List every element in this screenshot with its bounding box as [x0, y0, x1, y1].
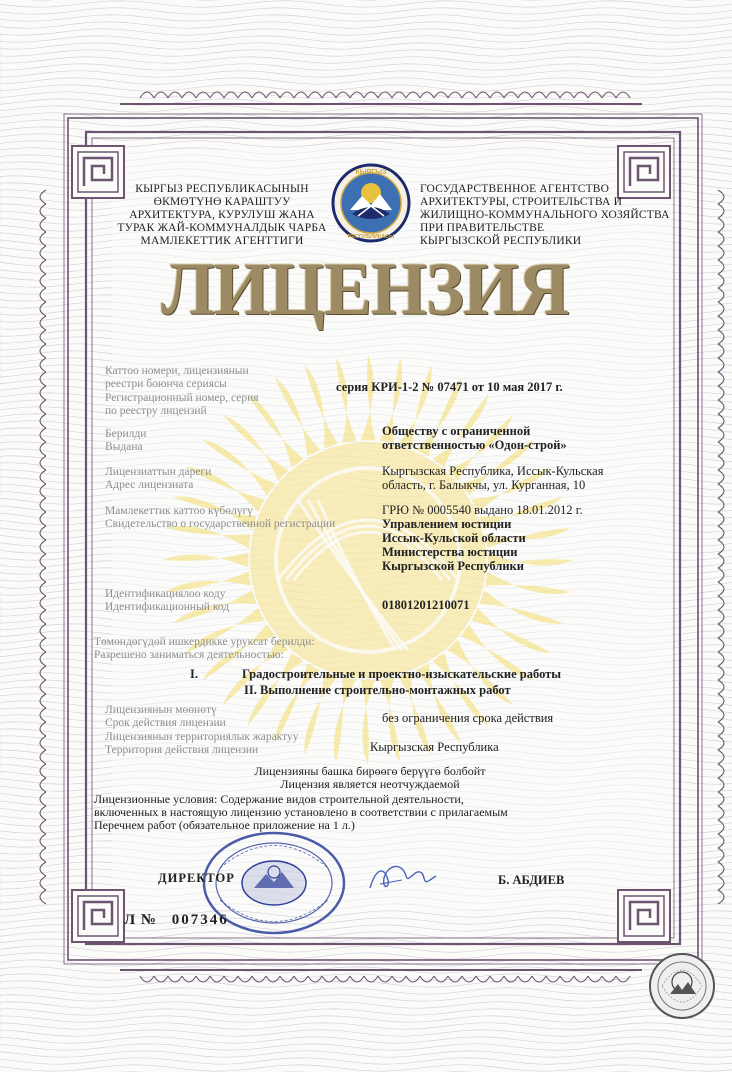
validity-label — [105, 704, 226, 729]
territory-label-kg: Лицензиянын территориялык жарактуу — [105, 731, 299, 743]
issued-to-label-kg: Берилди — [105, 428, 147, 440]
registration-line: Министерства юстиции — [382, 545, 518, 559]
address-line: Кыргызская Республика, Иссык-Кульская — [382, 464, 604, 478]
emblem-bottom-text: РЕСПУБЛИКАСЫ — [347, 234, 395, 240]
registration-line: Кыргызской Республики — [382, 559, 524, 573]
serial-prefix: Л № — [124, 912, 157, 928]
registry-label-kg: Каттоо номери, лицензиянын — [105, 365, 249, 377]
emblem-top-text: КЫРГЫЗ — [355, 169, 387, 176]
activity-label-ru: Разрешено заниматься деятельностью: — [94, 648, 284, 661]
inn-label — [105, 588, 229, 613]
header-right-line: ПРИ ПРАВИТЕЛЬСТВЕ — [420, 222, 545, 234]
activity-label-kg: Төмөндөгүдөй ишкердикке уруксат берилди: — [94, 636, 315, 648]
conditions-line: Лицензионные условия: Содержание видов строительной деятельности, — [94, 792, 464, 806]
address-label-kg: Лицензиаттын дареги — [105, 466, 212, 478]
activity-item-1: Градостроительные и проектно-изыскательские работы — [242, 667, 562, 681]
address-line: область, г. Балыкчы, ул. Курганная, 10 — [382, 478, 586, 492]
license-conditions — [94, 793, 508, 832]
address-value — [382, 464, 603, 492]
registration-value — [382, 503, 583, 573]
registry-label-ru: по реестру лицензий — [105, 404, 207, 417]
transfer-note — [200, 765, 540, 791]
activity-label — [94, 636, 315, 661]
registry-label-kg: реестри боюнча сериясы — [105, 377, 227, 390]
activity-roman: I. — [190, 667, 198, 681]
issued-to-label — [105, 428, 146, 453]
territory-label — [105, 731, 299, 756]
issued-to-line: Обществу с ограниченной — [382, 424, 531, 438]
validity-value: без ограничения срока действия — [382, 711, 554, 725]
header-right-line: КЫРГЫЗСКОЙ РЕСПУБЛИКИ — [420, 235, 582, 247]
director-signature — [362, 858, 442, 898]
document-title: ЛИЦЕНЗИЯ — [161, 246, 569, 331]
header-left-line: КЫРГЫЗ РЕСПУБЛИКАСЫНЫН — [135, 183, 309, 195]
director-title: ДИРЕКТОР — [158, 871, 235, 885]
hologram-sticker — [648, 952, 716, 1020]
registration-label-ru: Свидетельство о государственной регистрации — [105, 517, 336, 530]
validity-label-ru: Срок действия лицензии — [105, 716, 226, 729]
territory-label-ru: Территория действия лицензии — [105, 743, 259, 756]
registration-line: ГРЮ № 0005540 выдано 18.01.2012 г. — [382, 503, 583, 517]
transfer-line-ru: Лицензия является неотчуждаемой — [280, 777, 460, 791]
conditions-line: включенных в настоящую лицензию установлено в соответствии с прилагаемым — [94, 805, 508, 819]
header-right-ru — [420, 183, 685, 248]
transfer-line-kg: Лицензияны башка бирөөгө берүүгө болбойт — [254, 764, 486, 778]
state-emblem — [330, 158, 412, 248]
registry-label-ru: Регистрационный номер, серия — [105, 392, 259, 404]
header-left-line: МАМЛЕКЕТТИК АГЕНТТИГИ — [140, 235, 304, 247]
registration-line: Управлением юстиции — [382, 517, 512, 531]
header-left-line: ТУРАК ЖАЙ-КОММУНАЛДЫК ЧАРБА — [117, 222, 327, 234]
registry-label — [105, 365, 259, 417]
header-right-line: ЖИЛИЩНО-КОММУНАЛЬНОГО ХОЗЯЙСТВА — [420, 209, 670, 221]
license-serial — [124, 912, 229, 929]
validity-label-kg: Лицензиянын мөөнөтү — [105, 704, 217, 716]
issued-to-value — [382, 424, 567, 452]
address-label — [105, 466, 211, 491]
inn-label-kg: Идентификациялоо коду — [105, 588, 226, 600]
registration-label-kg: Мамлекеттик каттоо күбөлүгү — [105, 505, 253, 517]
issued-to-line: ответственностью «Одон-строй» — [382, 438, 567, 452]
inn-label-ru: Идентификационный код — [105, 600, 230, 613]
serial-number: 007346 — [171, 912, 229, 928]
territory-value: Кыргызская Республика — [370, 740, 499, 754]
header-left-line: АРХИТЕКТУРА, КУРУЛУШ ЖАНА — [129, 209, 315, 221]
registration-line: Иссык-Кульской области — [382, 531, 526, 545]
director-name: Б. АБДИЕВ — [498, 873, 565, 887]
issued-to-label-ru: Выдана — [105, 440, 143, 453]
inn-value: 01801201210071 — [382, 598, 470, 612]
header-right-line: АРХИТЕКТУРЫ, СТРОИТЕЛЬСТВА И — [420, 196, 623, 208]
registration-label — [105, 505, 335, 530]
activity-item-2: II. Выполнение строительно-монтажных работ — [244, 683, 511, 697]
conditions-line: Перечнем работ (обязательное приложение на 1 л.) — [94, 818, 355, 832]
registry-value: серия КРИ-1-2 № 07471 от 10 мая 2017 г. — [336, 380, 563, 394]
header-right-line: ГОСУДАРСТВЕННОЕ АГЕНТСТВО — [420, 183, 610, 195]
address-label-ru: Адрес лицензиата — [105, 478, 194, 491]
header-left-kg — [108, 183, 336, 248]
header-left-line: ӨКМӨТҮНӨ КАРАШТУУ — [153, 196, 291, 208]
